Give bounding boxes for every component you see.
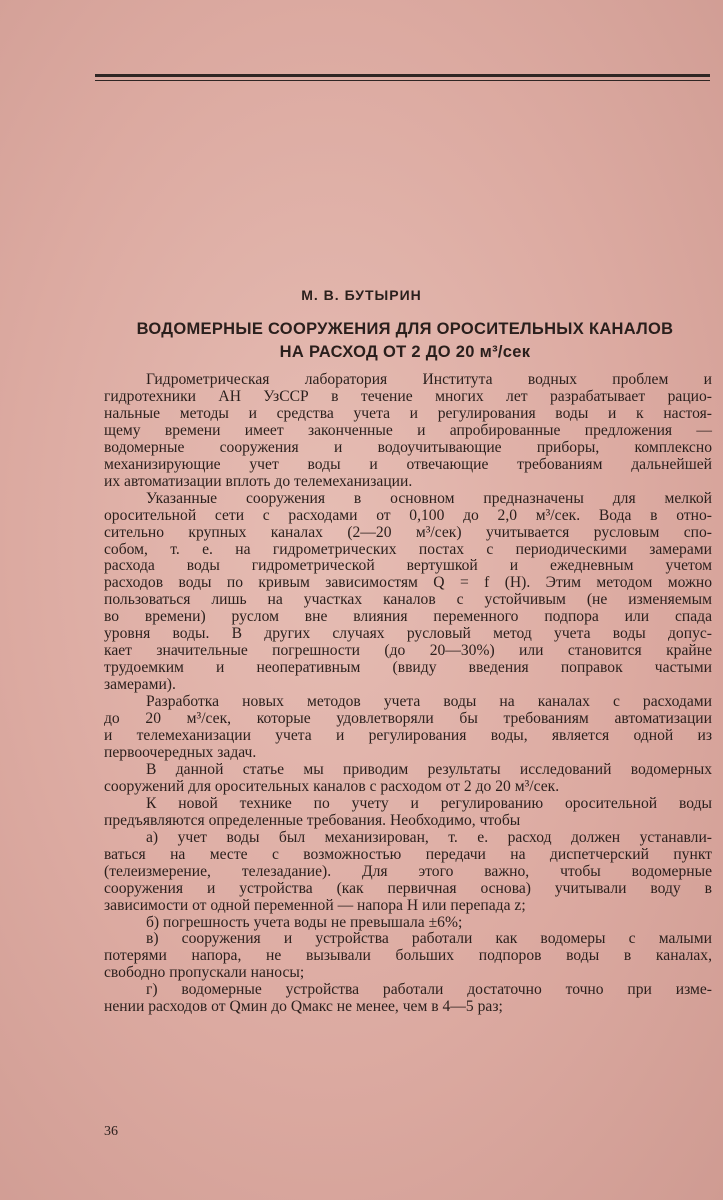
body-line: сительно крупных каналах (2—20 м³/сек) учитывается русловым спо- <box>104 523 712 541</box>
body-line: сооружения и устройства (как первичная основа) учитывали воду в <box>104 879 712 897</box>
body-line: расходов воды по кривым зависимостям Q = f (H). Этим методом можно <box>104 574 712 592</box>
body-line: предъявляются определенные требования. Необходимо, чтобы <box>104 811 521 829</box>
body-line: гидротехники АН УзССР в течение многих лет разрабатывает рацио- <box>104 387 712 405</box>
body-line: нальные методы и средства учета и регулирования воды и к настоя- <box>104 404 712 422</box>
page-number: 36 <box>104 1124 118 1139</box>
body-line: до 20 м³/сек, которые удовлетворяли бы требованиям автоматизации <box>104 710 712 728</box>
body-line: оросительной сети с расходами от 0,100 до 2,0 м³/сек. Вода в отно- <box>104 506 712 524</box>
article-title <box>95 318 715 364</box>
body-line: во времени) руслом вне влияния переменного подпора или спада <box>104 608 712 626</box>
body-line: нении расходов от Qмин до Qмакс не менее, чем в 4—5 раз; <box>104 998 503 1016</box>
body-line: К новой технике по учету и регулированию оросительной воды <box>146 794 712 812</box>
body-line: трудоемким и неоперативным (ввиду введения поправок частыми <box>104 659 712 677</box>
body-line: расхода воды гидрометрической вертушкой и ежедневным учетом <box>104 557 712 575</box>
body-line: В данной статье мы приводим результаты исследований водомерных <box>146 760 712 778</box>
body-line: (телеизмерение, телезадание). Для этого важно, чтобы водомерные <box>104 862 712 880</box>
body-line: кает значительные погрешности (до 20—30%) или становится крайне <box>104 642 712 660</box>
body-line: б) погрешность учета воды не превышала ±6%; <box>146 913 463 931</box>
body-line: Указанные сооружения в основном предназначены для мелкой <box>146 489 712 507</box>
author-name: М. В. БУТЫРИН <box>301 287 422 303</box>
title-line-1: ВОДОМЕРНЫЕ СООРУЖЕНИЯ ДЛЯ ОРОСИТЕЛЬНЫХ КАНАЛОВ <box>136 320 674 338</box>
body-line: ваться на месте с возможностью передачи на диспетчерский пункт <box>104 845 712 863</box>
title-line-2: НА РАСХОД ОТ 2 ДО 20 м³/сек <box>279 343 531 361</box>
body-line: Гидрометрическая лаборатория Института водных проблем и <box>146 371 712 388</box>
body-line: собом, т. е. на гидрометрических постах с периодическими замерами <box>104 540 712 558</box>
body-line: зависимости от одной переменной — напора H или перепада z; <box>104 896 526 914</box>
body-line: а) учет воды был механизирован, т. е. расход должен устанавли- <box>146 828 712 846</box>
header-rule-thick <box>95 74 710 77</box>
body-line: уровня воды. В других случаях русловый метод учета воды допус- <box>104 625 712 643</box>
body-line: их автоматизации вплоть до телемеханизации. <box>104 472 413 490</box>
body-line: первоочередных задач. <box>104 743 257 761</box>
article-body <box>104 372 712 1016</box>
body-line: в) сооружения и устройства работали как водомеры с малыми <box>146 930 712 948</box>
body-line: свободно пропускали наносы; <box>104 964 305 982</box>
body-line: щему времени имеет законченные и апробированные предложения — <box>104 421 712 439</box>
body-line: водомерные сооружения и водоучитывающие приборы, комплексно <box>104 438 712 456</box>
header-rule-thin <box>95 80 710 81</box>
body-line: механизирующие учет воды и отвечающие требованиям дальнейшей <box>104 455 712 473</box>
body-line: пользоваться лишь на участках каналов с устойчивым (не изменяемым <box>104 591 712 609</box>
body-line: потерями напора, не вызывали больших подпоров воды в каналах, <box>104 947 712 965</box>
body-line: г) водомерные устройства работали достаточно точно при изме- <box>146 981 712 999</box>
body-line: и телемеханизации учета и регулирования воды, является одной из <box>104 727 712 745</box>
body-line: Разработка новых методов учета воды на каналах с расходами <box>146 693 712 711</box>
body-line: замерами). <box>104 676 176 694</box>
body-line: сооружений для оросительных каналов с расходом от 2 до 20 м³/сек. <box>104 777 560 795</box>
